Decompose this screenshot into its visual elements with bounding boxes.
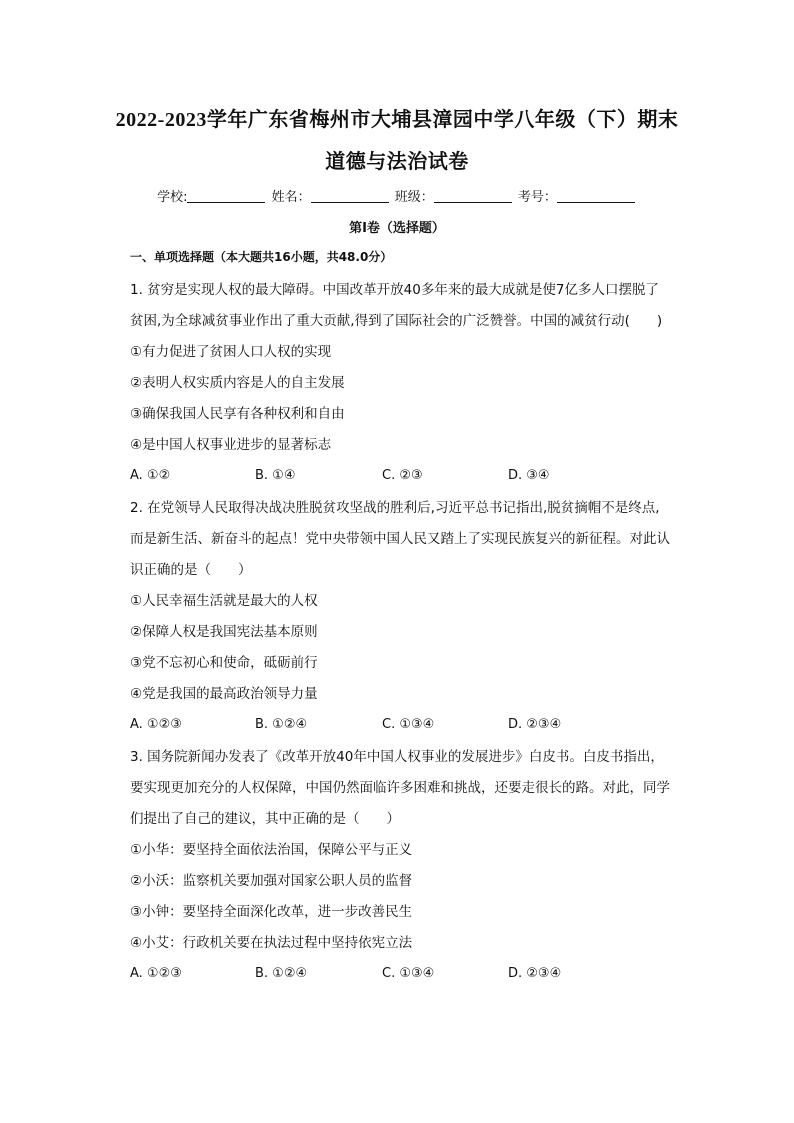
question-line: ④党是我国的最高政治领导力量 [130,686,318,702]
question-line: ①小华：要坚持全面依法治国，保障公平与正义 [130,842,413,858]
question-line: 要实现更加充分的人权保障，中国仍然面临许多困难和挑战，还要走很长的路。对此，同学 [130,780,670,796]
option-c[interactable]: C. ②③ [382,468,423,483]
exam-no-field[interactable] [557,189,635,203]
name-label: 姓名： [271,190,311,205]
question-line: 识正确的是（ ） [130,562,252,578]
student-info-row [0,186,794,205]
question-line: ③小钟：要坚持全面深化改革，进一步改善民生 [130,904,413,920]
section-title: 第Ⅰ卷（选择题） [349,221,445,236]
option-a[interactable]: A. ①②③ [130,717,182,732]
option-d[interactable]: D. ③④ [508,468,550,483]
question-line: ②表明人权实质内容是人的自主发展 [130,375,345,391]
question-line: 1. 贫穷是实现人权的最大障碍。中国改革开放40多年来的最大成就是使7亿多人口摆脱了 [130,282,659,298]
class-field[interactable] [434,189,512,203]
question-line: ②保障人权是我国宪法基本原则 [130,624,318,640]
class-label: 班级： [394,190,434,205]
question-line: ①有力促进了贫困人口人权的实现 [130,344,332,360]
option-b[interactable]: B. ①④ [255,468,296,483]
page-title: 2022-2023学年广东省梅州市大埔县漳园中学八年级（下）期末 [115,109,679,131]
option-d[interactable]: D. ②③④ [508,717,562,732]
name-field[interactable] [311,189,389,203]
question-line: 3. 国务院新闻办发表了《改革开放40年中国人权事业的发展进步》白皮书。白皮书指出， [130,749,664,765]
option-c[interactable]: C. ①③④ [382,966,435,981]
part-title: 一、单项选择题（本大题共16小题，共48.0分） [130,250,393,264]
option-d[interactable]: D. ②③④ [508,966,562,981]
question-line: ①人民幸福生活就是最大的人权 [130,593,318,609]
exam-no-label: 考号： [517,190,557,205]
page-subtitle: 道德与法治试卷 [325,151,469,173]
question-line: 贫困,为全球减贫事业作出了重大贡献,得到了国际社会的广泛赞誉。中国的减贫行动( ) [130,313,663,329]
option-b[interactable]: B. ①②④ [255,966,308,981]
question-line: ④小艾：行政机关要在执法过程中坚持依宪立法 [130,935,413,951]
option-b[interactable]: B. ①②④ [255,717,308,732]
question-line: ②小沃：监察机关要加强对国家公职人员的监督 [130,873,413,889]
question-line: ④是中国人权事业进步的显著标志 [130,437,332,453]
school-label: 学校: [157,190,188,205]
question-line: 而是新生活、新奋斗的起点！党中央带领中国人民又踏上了实现民族复兴的新征程。对此认 [130,531,670,547]
question-line: 们提出了自己的建议，其中正确的是（ ） [130,811,400,827]
question-line: ③党不忘初心和使命，砥砺前行 [130,655,318,671]
question-line: ③确保我国人民享有各种权利和自由 [130,406,345,422]
question-line: 2. 在党领导人民取得决战决胜脱贫攻坚战的胜利后,习近平总书记指出,脱贫摘帽不是终点, [130,500,660,516]
option-a[interactable]: A. ①② [130,468,171,483]
school-field[interactable] [187,189,265,203]
option-a[interactable]: A. ①②③ [130,966,182,981]
option-c[interactable]: C. ①③④ [382,717,435,732]
